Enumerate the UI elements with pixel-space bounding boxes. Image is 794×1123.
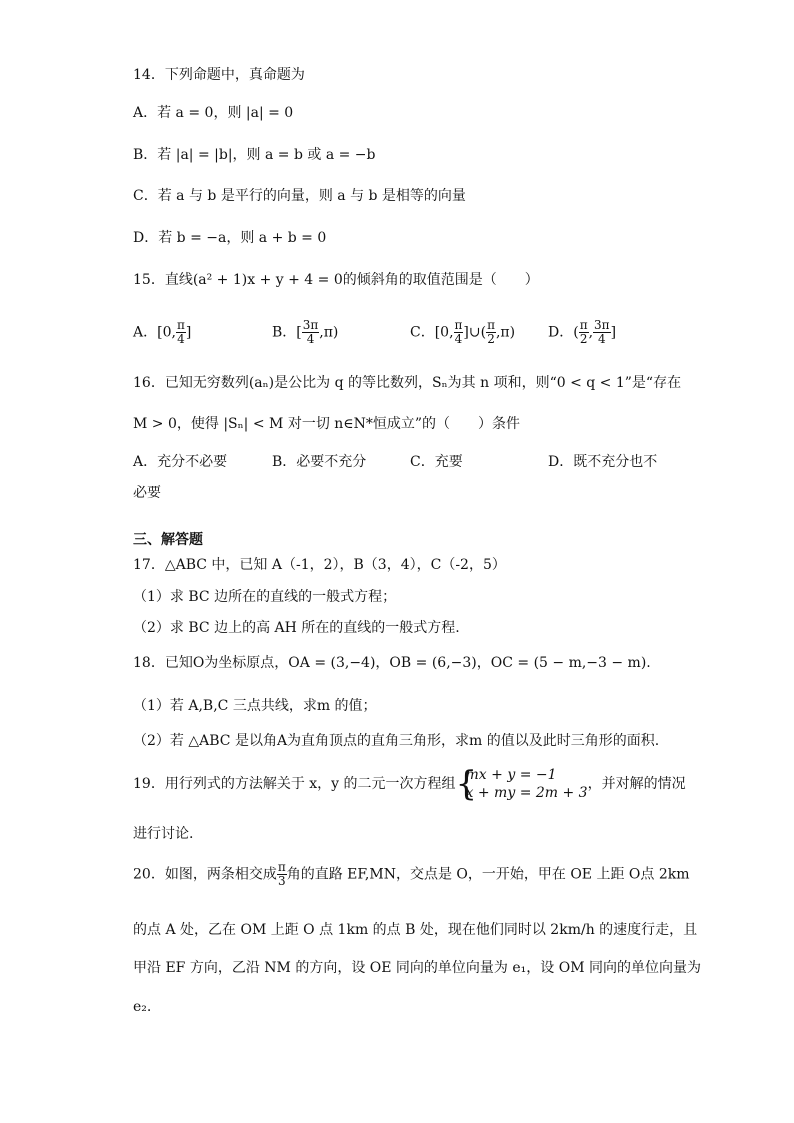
q15-c-prefix: C．[0, [410,324,454,341]
q17-stem: 17．△ABC 中，已知 A（-1，2），B（3，4），C（-2，5） [133,557,506,573]
q19-equation-system [456,766,588,802]
q15-option-c [410,319,515,346]
q15-d-frac2: $\frac{3\pi}{4}$ [594,318,610,346]
q15-stem: 15．直线(a² + 1)x + y + 4 = 0的倾斜角的取值范围是（ ） [133,272,539,288]
q15-c-suffix: ,π) [495,324,516,341]
q20-angle-frac: $\frac{\pi}{3}$ [277,860,286,888]
q15-a-prefix: A．[0, [133,324,176,341]
q16-line1: 16．已知无穷数列(aₙ)是公比为 q 的等比数列，Sₙ为其 n 项和，则“0 < q < 1”是“存在 [133,375,682,391]
q15-c-mid: ]∪( [463,324,487,341]
q15-d-mid: , [588,324,594,341]
q20-line4: e₂. [133,999,152,1015]
q16-option-b: B．必要不充分 [272,454,367,470]
q19-line1 [133,766,686,802]
q14-option-c: C．若 a 与 b 是平行的向量，则 a 与 b 是相等的向量 [133,188,466,204]
q15-c-frac1: $\frac{\pi}{4}$ [454,318,463,346]
q15-d-prefix: D．( [548,324,579,341]
q16-option-d-cont: 必要 [133,485,161,501]
q15-c-frac2: $\frac{\pi}{2}$ [487,318,495,346]
q19-eq1: mx + y = −1 [465,767,557,783]
q16-option-a: A．充分不必要 [133,454,228,470]
q15-b-prefix: B．[ [272,324,302,341]
q15-b-suffix: ,π) [319,324,339,341]
q14-stem: 14．下列命题中，真命题为 [133,67,305,83]
q15-a-suffix: ] [185,324,192,341]
q15-option-d [548,319,616,346]
q15-a-frac: $\frac{\pi}{4}$ [176,318,185,346]
q16-option-c: C．充要 [410,454,463,470]
q20-line2: 的点 A 处，乙在 OM 上距 O 点 1km 的点 B 处，现在他们同时以 2km/h 的速度行走，且 [133,922,698,938]
q19-prefix: 19．用行列式的方法解关于 x，y 的二元一次方程组 [133,776,456,792]
q15-option-b [272,319,338,346]
q17-part1: （1）求 BC 边所在的直线的一般式方程； [133,589,397,605]
q14-option-d: D．若 b = −a，则 a + b = 0 [133,230,327,246]
q19-line2: 进行讨论. [133,826,194,842]
q18-part1: （1）若 A,B,C 三点共线，求m 的值； [133,698,377,714]
q18-stem: 18．已知O为坐标原点，OA = (3,−4)，OB = (6,−3)，OC = (5 − m,−3 − m). [133,655,651,671]
section-title: 三、解答题 [133,532,203,548]
q20-prefix: 20．如图，两条相交成 [133,866,277,883]
q17-part2: （2）求 BC 边上的高 AH 所在的直线的一般式方程. [133,620,460,636]
q15-d-frac1: $\frac{\pi}{2}$ [579,318,588,346]
q16-line2: M > 0，使得 |Sₙ| < M 对一切 n∈N*恒成立”的（ ）条件 [133,416,521,432]
q20-line3: 甲沿 EF 方向，乙沿 NM 的方向，设 OE 同向的单位向量为 e₁，设 OM 同向的单位向量为 [133,960,701,976]
q19-brace: { [455,764,478,804]
q14-option-b: B．若 |a| = |b|，则 a = b 或 a = −b [133,147,376,163]
q15-d-suffix: ] [610,324,617,341]
q18-part2: （2）若 △ABC 是以角A为直角顶点的直角三角形，求m 的值以及此时三角形的面积. [133,733,660,749]
q20-suffix: 角的直路 EF,MN，交点是 O，一开始，甲在 OE 上距 O点 2km [286,866,690,883]
q19-eq2: x + my = 2m + 3 [465,785,588,801]
q14-option-a: A．若 a = 0，则 |a| = 0 [133,105,294,121]
q19-suffix: ，并对解的情况 [587,776,686,792]
q15-b-frac: $\frac{3\pi}{4}$ [302,318,319,346]
q20-line1 [133,861,690,888]
q15-option-a [133,319,191,346]
q16-option-d: D．既不充分也不 [548,454,658,470]
